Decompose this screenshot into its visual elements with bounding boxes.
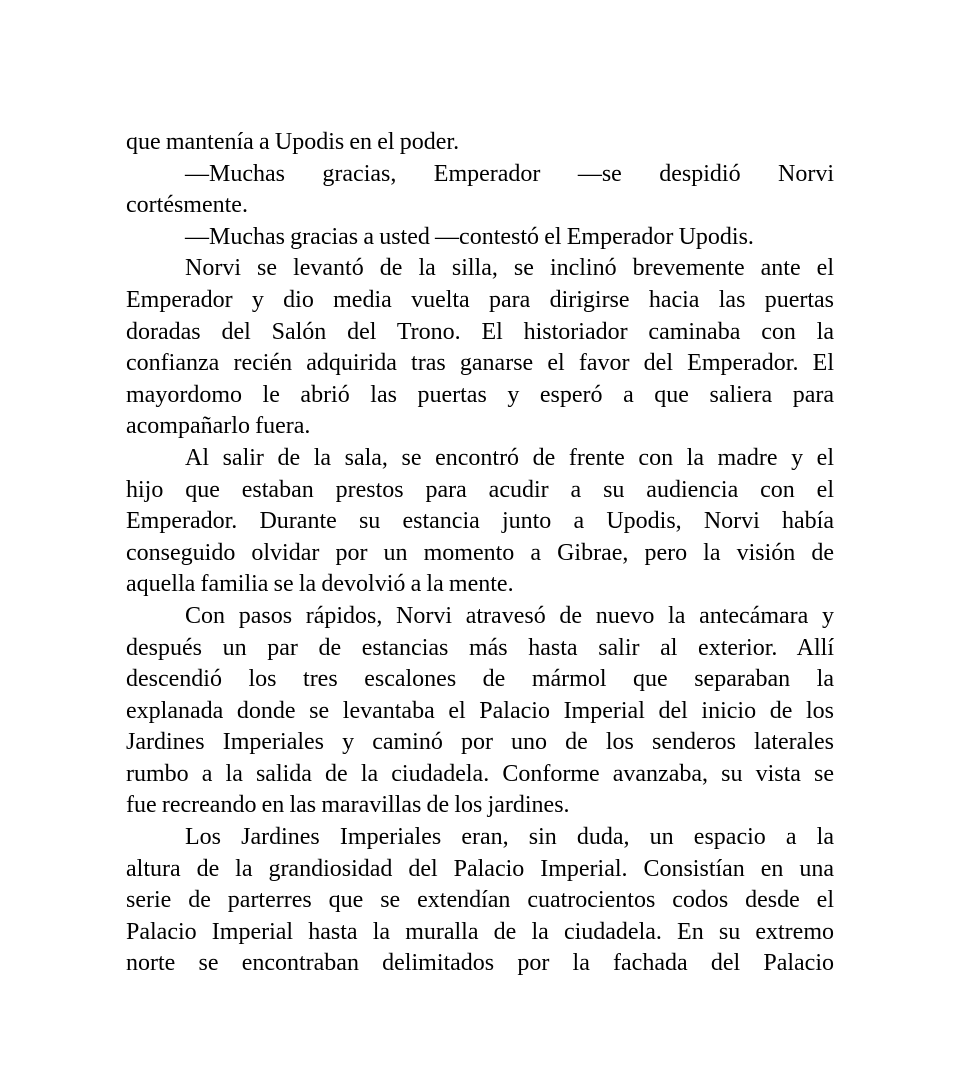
page-text-block bbox=[126, 127, 834, 980]
text-line: explanada donde se levantaba el Palacio Imperial del inicio de los bbox=[126, 697, 834, 724]
paragraph bbox=[126, 601, 834, 822]
text-line: Con pasos rápidos, Norvi atravesó de nuevo la antecámara y bbox=[185, 602, 834, 629]
text-line: Al salir de la sala, se encontró de frente con la madre y el bbox=[185, 444, 834, 471]
text-line: Jardines Imperiales y caminó por uno de los senderos laterales bbox=[126, 729, 834, 756]
text-line: que mantenía a Upodis en el poder. bbox=[126, 129, 460, 155]
text-line: hijo que estaban prestos para acudir a su audiencia con el bbox=[126, 476, 834, 503]
paragraph bbox=[126, 222, 834, 254]
text-line: —Muchas gracias, Emperador —se despidió Norvi bbox=[185, 160, 834, 187]
text-line: Los Jardines Imperiales eran, sin duda, un espacio a la bbox=[185, 824, 834, 851]
paragraph bbox=[126, 159, 834, 222]
text-line: doradas del Salón del Trono. El historiador caminaba con la bbox=[126, 318, 834, 345]
paragraph bbox=[126, 253, 834, 443]
text-line: después un par de estancias más hasta salir al exterior. Allí bbox=[126, 634, 834, 661]
text-line: norte se encontraban delimitados por la fachada del Palacio bbox=[126, 950, 834, 977]
text-line: fue recreando en las maravillas de los jardines. bbox=[126, 792, 570, 819]
text-line: aquella familia se la devolvió a la mente. bbox=[126, 571, 514, 598]
text-line: acompañarlo fuera. bbox=[126, 413, 311, 440]
text-line: descendió los tres escalones de mármol que separaban la bbox=[126, 666, 834, 693]
text-line: cortésmente. bbox=[126, 192, 248, 219]
text-line: Emperador y dio media vuelta para dirigirse hacia las puertas bbox=[126, 286, 834, 313]
text-line: Norvi se levantó de la silla, se inclinó brevemente ante el bbox=[185, 255, 834, 282]
paragraph bbox=[126, 822, 834, 980]
text-line: serie de parterres que se extendían cuatrocientos codos desde el bbox=[126, 887, 834, 914]
paragraph bbox=[126, 443, 834, 601]
text-line: Palacio Imperial hasta la muralla de la ciudadela. En su extremo bbox=[126, 918, 834, 945]
text-line: confianza recién adquirida tras ganarse el favor del Emperador. El bbox=[126, 350, 834, 377]
text-line: Emperador. Durante su estancia junto a Upodis, Norvi había bbox=[126, 508, 834, 535]
text-line: mayordomo le abrió las puertas y esperó a que saliera para bbox=[126, 381, 834, 408]
text-line: altura de la grandiosidad del Palacio Imperial. Consistían en una bbox=[126, 855, 834, 882]
paragraph bbox=[126, 127, 834, 159]
text-line: conseguido olvidar por un momento a Gibrae, pero la visión de bbox=[126, 539, 834, 566]
text-line: —Muchas gracias a usted —contestó el Emperador Upodis. bbox=[185, 223, 754, 250]
text-line: rumbo a la salida de la ciudadela. Conforme avanzaba, su vista se bbox=[126, 760, 834, 787]
